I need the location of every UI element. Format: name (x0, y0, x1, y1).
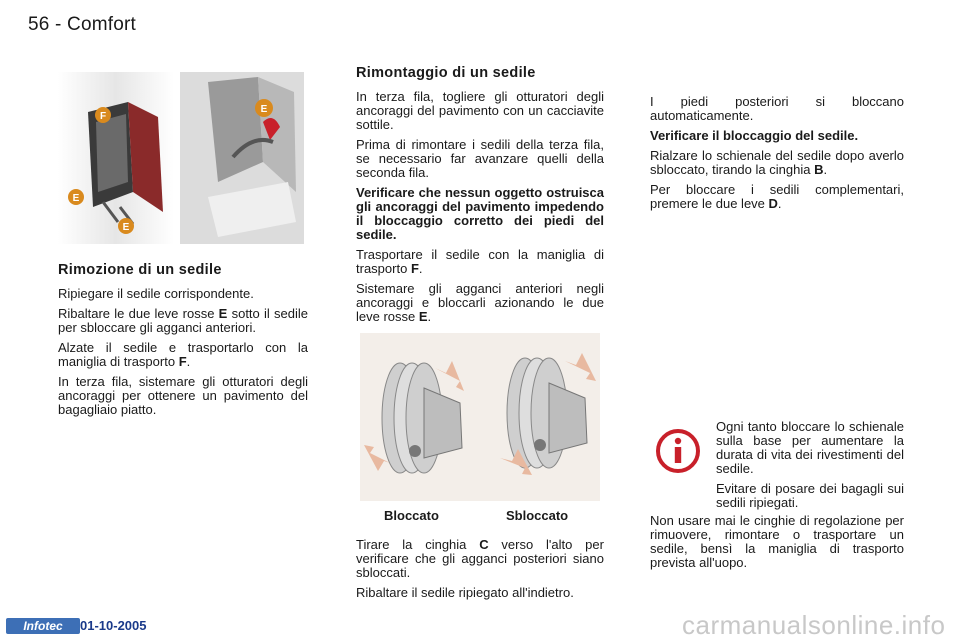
page-number: 56 (28, 14, 50, 35)
removal-step-3: Alzate il sedile e trasportarlo con la maniglia di trasporto F. (58, 340, 308, 369)
label-e-3: E (260, 104, 268, 115)
removal-step-4: In terza fila, sistemare gli otturatori degli ancoraggi per ottenere un pavimento del bagagliaio piatto. (58, 374, 308, 417)
reinstall-step-3: Trasportare il sedile con la maniglia di trasporto F. (356, 247, 604, 276)
column-reinstall (356, 66, 604, 330)
removal-title: Rimozione di un sedile (58, 262, 222, 278)
reinstall-step-4: Sistemare gli agganci anteriori negli ancoraggi e bloccarli azionando le due leve rosse E. (356, 281, 604, 324)
seat-removal-illustration (58, 72, 304, 244)
header-separator: - (55, 14, 62, 35)
reinstall-step-1: In terza fila, togliere gli otturatori degli ancoraggi del pavimento con un cacciavite sottile. (356, 89, 604, 132)
info-tip-1: Ogni tanto bloccare lo schienale sulla base per aumentare la durata di vita dei rivestimenti del sedile. (716, 419, 904, 476)
lock-auto: I piedi posteriori si bloccano automaticamente. (650, 94, 904, 123)
caption-unlocked: Sbloccato (506, 508, 569, 523)
reinstall-step-2: Prima di rimontare i sedili della terza fila, se necessario far avanzare quelli della seconda fila. (356, 137, 604, 180)
label-f: F (99, 111, 107, 122)
lock-check-title: Verificare il bloccaggio del sedile. (650, 128, 859, 143)
section-title: Comfort (67, 14, 137, 35)
removal-step-1: Ripiegare il sedile corrispondente. (58, 286, 254, 301)
label-e-1: E (72, 193, 80, 204)
lock-illustration (360, 333, 600, 501)
reinstall-step-6: Ribaltare il sedile ripiegato all'indietro. (356, 585, 574, 600)
label-e-2: E (122, 222, 130, 233)
lock-step-2: Per bloccare i sedili complementari, premere le due leve D. (650, 182, 904, 211)
caption-locked: Bloccato (384, 508, 439, 523)
watermark-url: carmanualsonline.info (682, 610, 946, 640)
column-lock (650, 95, 904, 217)
column-reinstall-cont (356, 538, 604, 606)
reinstall-step-5: Tirare la cinghia C verso l'alto per verificare che gli agganci posteriori siano sbloccati. (356, 537, 604, 580)
removal-step-2: Ribaltare le due leve rosse E sotto il sedile per sbloccare gli agganci anteriori. (58, 306, 308, 335)
info-box (650, 420, 904, 576)
lock-step-1: Rialzare lo schienale del sedile dopo averlo sbloccato, tirando la cinghia B. (650, 148, 904, 177)
infotec-logo: Infotec (6, 618, 80, 634)
footer-date: 01-10-2005 (80, 618, 147, 633)
info-tip-3: Non usare mai le cinghie di regolazione per rimuovere, rimontare o trasportare un sedile, bensì la maniglia di trasporto prevista all'uopo. (650, 513, 904, 570)
info-tip-2: Evitare di posare dei bagagli sui sedili ripiegati. (716, 481, 904, 510)
column-removal (58, 263, 308, 423)
page-header (28, 14, 136, 36)
reinstall-title: Rimontaggio di un sedile (356, 65, 536, 81)
reinstall-warning: Verificare che nessun oggetto ostruisca gli ancoraggi del pavimento impedendo il bloccaggio corretto dei piedi del sedile. (356, 185, 604, 242)
